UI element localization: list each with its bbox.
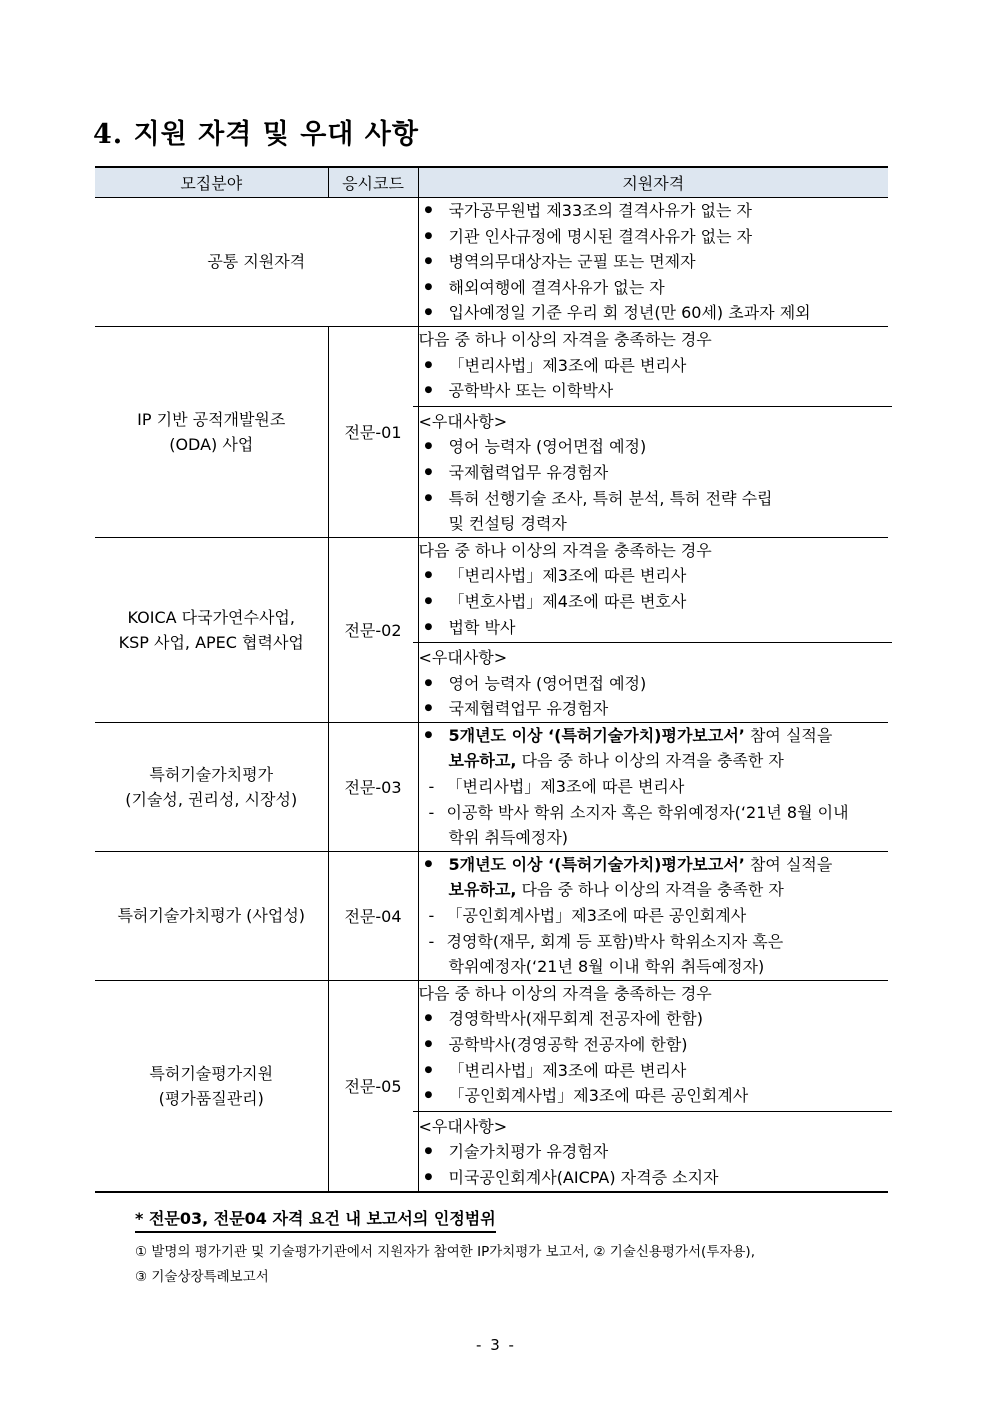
line-text: 「변리사법」제3조에 따른 변리사 [448,355,687,375]
bullet-item [419,1006,889,1032]
text-line [419,877,889,903]
line-text: 「변리사법」제3조에 따른 변리사 [448,566,687,586]
text-line [419,327,889,353]
field-name: 공통 지원자격 [207,252,306,272]
line-text: 법학 박사 [448,617,516,637]
table-row [95,851,888,980]
line-text: 참여 실적을 [744,854,833,874]
text-line [419,981,889,1007]
field-cell [95,537,328,722]
table-row [95,198,888,327]
line-text: <우대사항> [418,648,508,668]
dash-item [419,903,889,929]
line-text: 「공인회계사법」제3조에 따른 공인회계사 [448,1086,749,1106]
section-title: 4. 지원 자격 및 우대 사항 [93,119,419,150]
dash-item [419,929,889,955]
line-text: 해외여행에 결격사유가 없는 자 [448,277,665,297]
bullet-item [419,615,889,641]
qualification-cell [418,851,888,980]
qualification-section [413,406,893,537]
bullet-item [419,723,889,749]
exam-code: 전문-02 [328,537,418,722]
qualification-section [419,327,889,404]
emphasis-text: 5개년도 이상 ‘(특허기술가치)평가보고서’ [448,854,745,874]
line-text: 다음 중 하나 이상의 자격을 충족한 자 [516,880,784,900]
emphasis-text: 보유하고, [448,880,517,900]
qualification-section [419,198,889,326]
line-text: <우대사항> [418,1116,508,1136]
bullet-item [419,671,889,697]
bullet-item [419,275,889,301]
line-text: 특허 선행기술 조사, 특허 분석, 특허 전략 수립 [448,488,773,508]
line-text: 경영학(재무, 회계 등 포함)박사 학위소지자 혹은 [446,931,784,951]
line-text: 「변리사법」제3조에 따른 변리사 [446,777,685,797]
field-name: 특허기술가치평가 (사업성) [117,906,306,926]
qualification-cell [418,537,888,722]
line-text: 국제협력업무 유경험자 [448,462,609,482]
field-cell [95,198,418,327]
field-name: (기술성, 권리성, 시장성) [125,789,298,809]
text-line [419,748,889,774]
text-line [419,409,889,435]
bullet-item [419,589,889,615]
line-text: 병역의무대상자는 군필 또는 면제자 [448,252,696,272]
line-text: 및 컨설팅 경력자 [448,514,567,534]
field-name: KOICA 다국가연수사업, [127,607,295,627]
line-text: 기관 인사규정에 명시된 결격사유가 없는 자 [448,226,753,246]
line-text: 경영학박사(재무회계 전공자에 한함) [448,1009,703,1029]
table-row [95,722,888,851]
qualification-cell [418,980,888,1191]
bullet-item [419,696,889,722]
note-line-1: ① 발명의 평가기관 및 기술평가기관에서 지원자가 참여한 IP가치평가 보고서, ② 기술신용평가서(투자용), [135,1244,755,1260]
line-text: 미국공인회계사(AICPA) 자격증 소지자 [448,1167,719,1187]
bullet-item [419,852,889,878]
bullet-item [419,224,889,250]
header-field: 모집분야 [95,167,328,198]
exam-code: 전문-04 [328,851,418,980]
line-text: 공학박사 또는 이학박사 [448,381,614,401]
bullet-item [419,249,889,275]
qualification-section [419,538,889,640]
field-cell [95,980,328,1191]
bullet-item [419,1058,889,1084]
line-text: 학위 취득예정자) [448,828,569,848]
field-name: 특허기술가치평가 [149,764,274,784]
qualification-section [419,852,889,980]
note-line-2: ③ 기술상장특례보고서 [135,1269,269,1285]
exam-code: 전문-05 [328,980,418,1191]
field-name: (ODA) 사업 [169,434,254,454]
line-text: 입사예정일 기준 우리 회 정년(만 60세) 초과자 제외 [448,303,811,323]
qualification-section [419,723,889,851]
field-name: (평가품질관리) [158,1088,264,1108]
line-text: 영어 능력자 (영어면접 예정) [448,437,647,457]
bullet-item [419,460,889,486]
field-cell [95,722,328,851]
qualification-section [413,1111,893,1191]
table-row [95,980,888,1191]
dash-item [419,774,889,800]
bullet-item [419,1083,889,1109]
text-line [419,511,889,537]
bullet-item [419,378,889,404]
qualification-cell [418,722,888,851]
line-text: 다음 중 하나 이상의 자격을 충족하는 경우 [418,540,712,560]
field-cell [95,326,328,537]
emphasis-text: 보유하고, [448,751,517,771]
line-text: 이공학 박사 학위 소지자 혹은 학위예정자(‘21년 8월 이내 [446,802,849,822]
line-text: 다음 중 하나 이상의 자격을 충족하는 경우 [418,983,712,1003]
field-name: KSP 사업, APEC 협력사업 [118,632,304,652]
table-row [95,537,888,722]
qualification-cell [418,326,888,537]
bullet-item [419,1165,889,1191]
bullet-item [419,1032,889,1058]
line-text: 「변호사법」제4조에 따른 변호사 [448,591,687,611]
line-text: 학위예정자(‘21년 8월 이내 학위 취득예정자) [448,957,765,977]
line-text: 다음 중 하나 이상의 자격을 충족한 자 [516,751,784,771]
line-text: 참여 실적을 [744,725,833,745]
header-qualification: 지원자격 [418,167,888,198]
bullet-item [419,486,889,512]
text-line [419,645,889,671]
field-name: 특허기술평가지원 [149,1063,274,1083]
bullet-item [419,353,889,379]
emphasis-text: 5개년도 이상 ‘(특허기술가치)평가보고서’ [448,725,745,745]
text-line [419,954,889,980]
dash-item [419,800,889,826]
line-text: 영어 능력자 (영어면접 예정) [448,673,647,693]
line-text: 다음 중 하나 이상의 자격을 충족하는 경우 [418,329,712,349]
header-code: 응시코드 [328,167,418,198]
line-text: <우대사항> [418,411,508,431]
line-text: 기술가치평가 유경험자 [448,1142,609,1162]
table-row [95,326,888,537]
text-line [419,825,889,851]
line-text: 공학박사(경영공학 전공자에 한함) [448,1035,688,1054]
qualification-section [413,642,893,722]
page-number: - 3 - [476,1336,516,1354]
text-line [419,538,889,564]
field-cell [95,851,328,980]
line-text: 「변리사법」제3조에 따른 변리사 [448,1060,687,1080]
qualification-table [95,166,888,1193]
bullet-item [419,198,889,224]
text-line [419,1114,889,1140]
line-text: 국가공무원법 제33조의 결격사유가 없는 자 [448,201,752,220]
exam-code: 전문-01 [328,326,418,537]
qualification-cell [418,198,888,327]
bullet-item [419,563,889,589]
bullet-item [419,1139,889,1165]
line-text: 국제협력업무 유경험자 [448,699,609,719]
qualification-section [419,981,889,1109]
table-header-row [95,167,888,198]
bullet-item [419,300,889,326]
note-title: * 전문03, 전문04 자격 요건 내 보고서의 인정범위 [135,1206,496,1233]
line-text: 「공인회계사법」제3조에 따른 공인회계사 [446,906,747,926]
exam-code: 전문-03 [328,722,418,851]
field-name: IP 기반 공적개발원조 [137,409,286,429]
bullet-item [419,434,889,460]
